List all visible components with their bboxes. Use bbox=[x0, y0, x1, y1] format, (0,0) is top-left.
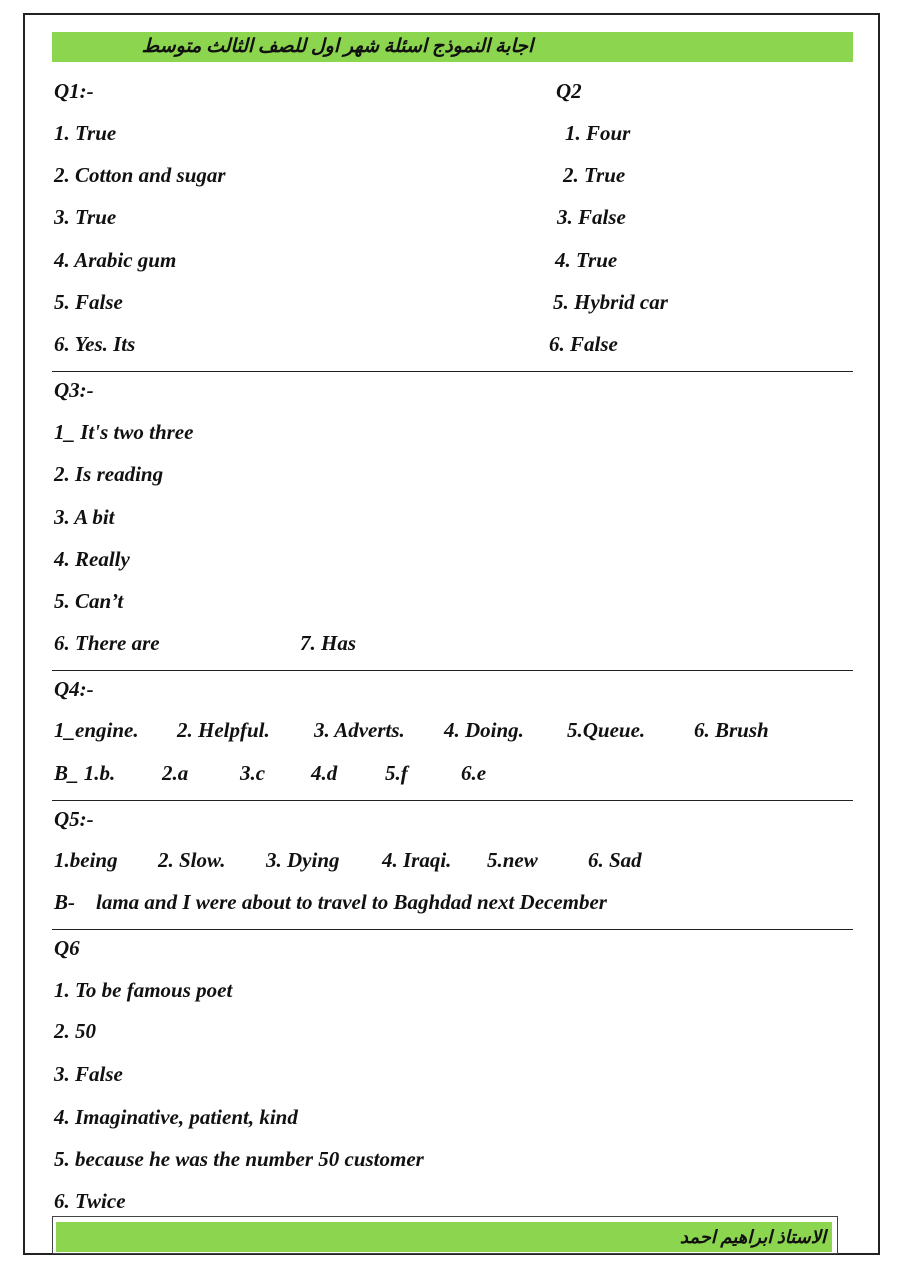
q4-a-3: 3. Adverts. bbox=[314, 718, 405, 742]
q6-heading: Q6 bbox=[54, 936, 80, 960]
q5-heading: Q5:- bbox=[54, 807, 94, 831]
q5-a-3: 3. Dying bbox=[266, 848, 340, 872]
q5-b-label: B- bbox=[54, 890, 75, 914]
section-divider bbox=[52, 929, 853, 930]
q3-answer-4: 4. Really bbox=[54, 547, 130, 571]
q5-a-6: 6. Sad bbox=[588, 848, 642, 872]
q1-answer-6: 6. Yes. Its bbox=[54, 332, 136, 356]
q4-a-5: 5.Queue. bbox=[567, 718, 646, 742]
q3-heading: Q3:- bbox=[54, 378, 94, 402]
q1-answer-4: 4. Arabic gum bbox=[54, 248, 177, 272]
q3-answer-5: 5. Can’t bbox=[54, 589, 124, 613]
q3-answer-6: 6. There are bbox=[54, 631, 160, 655]
q1-answer-3: 3. True bbox=[54, 205, 117, 229]
q2-answer-1: 1. Four bbox=[565, 121, 631, 145]
section-divider bbox=[52, 800, 853, 801]
q2-answer-2: 2. True bbox=[563, 163, 626, 187]
q4-heading: Q4:- bbox=[54, 677, 94, 701]
q4-b-5: 5.f bbox=[385, 761, 408, 785]
q2-answer-5: 5. Hybrid car bbox=[553, 290, 668, 314]
q2-answer-6: 6. False bbox=[549, 332, 618, 356]
q5-a-5: 5.new bbox=[487, 848, 538, 872]
q4-b-6: 6.e bbox=[461, 761, 487, 785]
q1-answer-1: 1. True bbox=[54, 121, 117, 145]
q4-b-2: 2.a bbox=[162, 761, 189, 785]
q3-answer-2: 2. Is reading bbox=[54, 462, 164, 486]
page-title: اجابة النموذج اسئلة شهر اول للصف الثالث متوسط bbox=[52, 32, 853, 62]
q3-answer-1: 1_ It's two three bbox=[54, 420, 194, 444]
q5-a-2: 2. Slow. bbox=[158, 848, 226, 872]
teacher-name: الاستاذ ابراهيم احمد bbox=[56, 1222, 832, 1252]
q2-answer-3: 3. False bbox=[557, 205, 626, 229]
q4-a-4: 4. Doing. bbox=[444, 718, 524, 742]
q3-answer-7: 7. Has bbox=[300, 631, 357, 655]
q2-heading: Q2 bbox=[556, 79, 582, 103]
q4-b-3: 3.c bbox=[240, 761, 266, 785]
q5-a-4: 4. Iraqi. bbox=[382, 848, 452, 872]
q4-a-2: 2. Helpful. bbox=[177, 718, 270, 742]
q4-a-1: 1_engine. bbox=[54, 718, 139, 742]
section-divider bbox=[52, 670, 853, 671]
q6-answer-1: 1. To be famous poet bbox=[54, 978, 233, 1002]
q2-answer-4: 4. True bbox=[555, 248, 618, 272]
q6-answer-4: 4. Imaginative, patient, kind bbox=[54, 1105, 298, 1129]
q4-b-1: B_ 1.b. bbox=[54, 761, 116, 785]
q3-answer-3: 3. A bit bbox=[54, 505, 115, 529]
q4-a-6: 6. Brush bbox=[694, 718, 769, 742]
q5-b-sentence: lama and I were about to travel to Baghdad next December bbox=[96, 890, 607, 914]
section-divider bbox=[52, 371, 853, 372]
q5-a-1: 1.being bbox=[54, 848, 118, 872]
q6-answer-2: 2. 50 bbox=[54, 1019, 96, 1043]
q4-b-4: 4.d bbox=[311, 761, 338, 785]
q1-heading: Q1:- bbox=[54, 79, 94, 103]
q1-answer-5: 5. False bbox=[54, 290, 123, 314]
q6-answer-5: 5. because he was the number 50 customer bbox=[54, 1147, 424, 1171]
q6-answer-6: 6. Twice bbox=[54, 1189, 126, 1213]
q1-answer-2: 2. Cotton and sugar bbox=[54, 163, 226, 187]
q6-answer-3: 3. False bbox=[54, 1062, 123, 1086]
